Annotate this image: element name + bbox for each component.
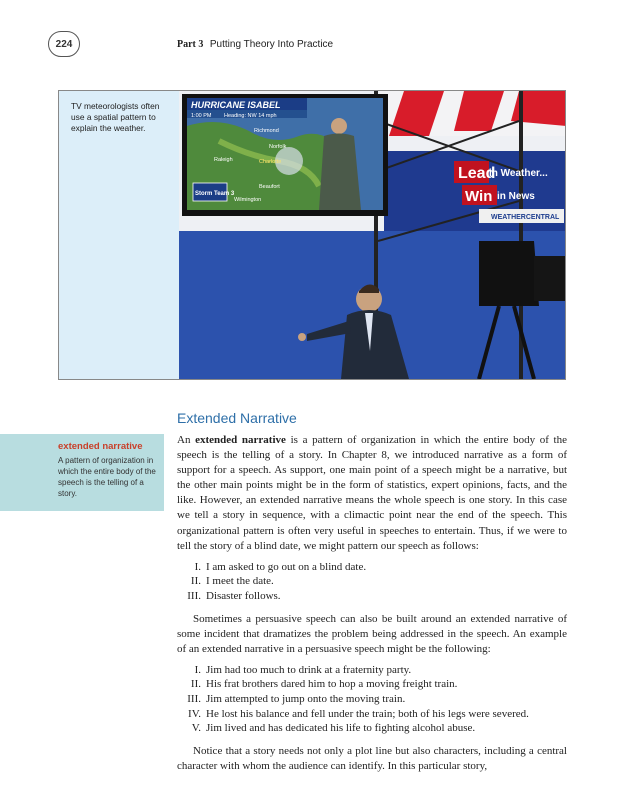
sign-brand: WEATHERCENTRAL	[491, 214, 560, 221]
outline-item: III. Jim attempted to jump onto the moving train.	[187, 693, 406, 705]
outline-persuasive	[177, 663, 567, 736]
weather-photo	[179, 91, 565, 379]
paragraph-1	[177, 433, 567, 554]
margin-term: extended narrative	[58, 441, 143, 452]
figure-caption: TV meteorologists often use a spatial pattern to explain the weather.	[71, 101, 160, 133]
map-label-charlotte: Charlotte	[259, 159, 282, 165]
part-label: Part 3	[177, 39, 204, 50]
figure	[58, 90, 566, 380]
outline-item: I. Jim had too much to drink at a fraternity party.	[194, 663, 412, 676]
sign-win-highlight: Win	[465, 188, 493, 205]
body-text	[177, 433, 567, 774]
page-number-badge	[48, 31, 80, 57]
outline-item: V. Jim lived and has dedicated his life to fighting alcohol abuse.	[191, 722, 476, 735]
map-label-beaufort: Beaufort	[259, 184, 280, 190]
running-head	[177, 39, 333, 50]
paragraph-3: Notice that a story needs not only a plot line but also characters, including a central character with whom the audience can identify. In this particular story,	[177, 744, 567, 772]
margin-definition: A pattern of organization in which the entire body of the speech is the telling of a story.	[58, 456, 156, 498]
p1-rest: is a pattern of organization in which the entire body of the speech is the telling of a story. In Chapter 8, we introduced narrative as a form of support for a speech. As support, one main point of a speech might be a narrative, but the other main points might be in the form of statistics, expert opinions, facts, and the like. However, an extended narrative means the whole speech is one story. In this case we tell a story in sequence, with a climactic point near the end of the speech. This organizational pattern is often very useful in speeches to entertain. Thus, if we were to tell the story of a blind date, we might pattern our speech as follows:	[177, 434, 567, 552]
outline-item: III. Disaster follows.	[187, 589, 281, 602]
map-label-wilmington: Wilmington	[234, 197, 262, 203]
p1-term: extended narrative	[195, 434, 286, 446]
page-number: 224	[55, 38, 73, 50]
map-label-norfolk: Norfolk	[269, 144, 287, 150]
screen-logo: Storm Team 3	[195, 191, 235, 197]
screen-time: 1:00 PM	[191, 113, 212, 119]
outline-blind-date	[177, 560, 567, 604]
screen-banner: HURRICANE ISABEL	[191, 100, 281, 110]
sign-lead-rest: in Weather...	[489, 168, 548, 179]
figure-caption-box	[59, 91, 179, 379]
section-heading: Extended Narrative	[177, 410, 297, 426]
paragraph-2: Sometimes a persuasive speech can also be built around an extended narrative of some incident that dramatizes the problem being addressed in the speech. An example of an extended narrative in a persuasive speech might be the following:	[177, 612, 567, 655]
outline-item: IV. He lost his balance and fell under the train; both of his legs were severed.	[188, 707, 529, 720]
sign-win-rest: in News	[497, 191, 535, 202]
sign-lead-highlight: Lead	[458, 165, 496, 182]
map-label-raleigh: Raleigh	[214, 157, 233, 163]
margin-glossary	[0, 434, 164, 511]
outline-item: II. His frat brothers dared him to hop a moving freight train.	[190, 678, 458, 691]
outline-item: I. I am asked to go out on a blind date.	[194, 560, 367, 573]
p1-lead: An	[177, 434, 196, 446]
map-label-richmond: Richmond	[254, 128, 279, 134]
part-title: Putting Theory Into Practice	[209, 39, 334, 50]
screen-heading: Heading: NW 14 mph	[224, 113, 277, 119]
outline-item: II. I meet the date.	[190, 575, 274, 588]
